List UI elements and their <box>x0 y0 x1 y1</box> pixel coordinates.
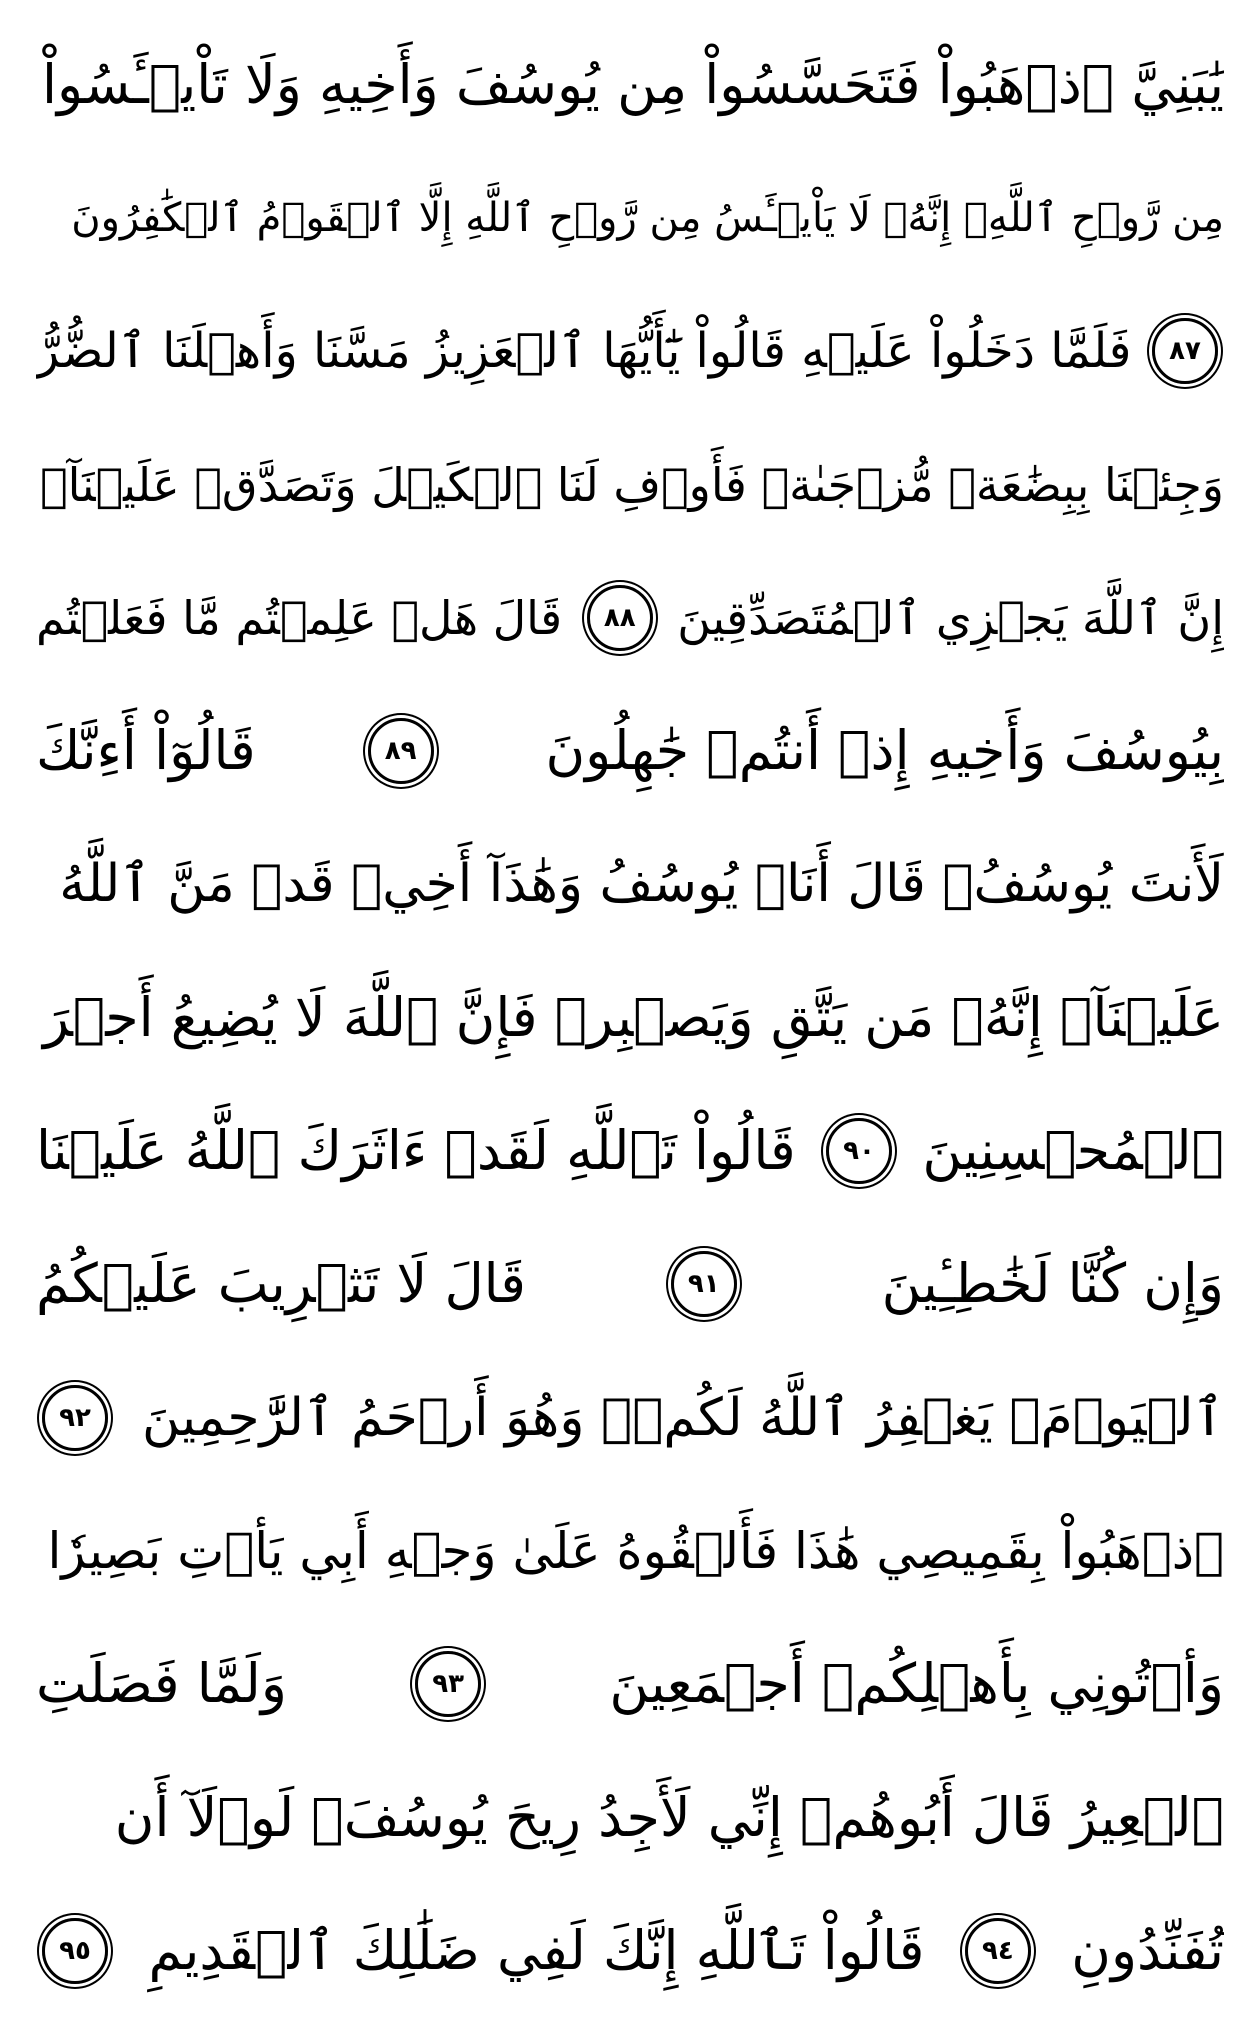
text-line <box>36 1351 1224 1484</box>
ayah-number-marker: ٩٣ <box>415 1651 481 1717</box>
verse-text: ٱلۡيَوۡمَۖ يَغۡفِرُ ٱللَّهُ لَكُمۡۖ وَهُوَ أَرۡحَمُ ٱلرَّٰحِمِينَ <box>142 1387 1224 1448</box>
verse-text: قَالَ لَا تَثۡرِيبَ عَلَيۡكُمُ <box>36 1252 526 1316</box>
verse-text: قَالُواْ تَٱللَّهِ لَقَدۡ ءَاثَرَكَ ٱللَّهُ عَلَيۡنَا <box>36 1119 796 1183</box>
text-line <box>36 285 1224 418</box>
ayah-number-marker: ٨٩ <box>368 718 434 784</box>
text-line <box>36 684 1224 817</box>
verse-text: يَٰبَنِيَّ ٱذۡهَبُواْ فَتَحَسَّسُواْ مِن يُوسُفَ وَأَخِيهِ وَلَا تَاْيۡـَٔسُواْ <box>41 52 1224 116</box>
text-line <box>36 951 1224 1084</box>
text-line <box>36 1751 1224 1884</box>
ayah-number-marker: ٩٠ <box>826 1118 892 1184</box>
verse-text: قَالُوٓاْ أَءِنَّكَ <box>36 719 256 783</box>
verse-text: قَالُواْ تَٱللَّهِ إِنَّكَ لَفِي ضَلَٰلِكَ ٱلۡقَدِيمِ <box>148 1918 925 1982</box>
text-line <box>36 551 1224 684</box>
verse-text: فَلَمَّا دَخَلُواْ عَلَيۡهِ قَالُواْ يَٰٓأَيُّهَا ٱلۡعَزِيزُ مَسَّنَا وَأَهۡلَنَا ٱلضُّرُّ <box>36 323 1132 380</box>
text-line <box>36 1084 1224 1217</box>
verse-text: وَلَمَّا فَصَلَتِ <box>36 1652 287 1716</box>
ayah-number-marker: ٨٧ <box>1152 318 1218 384</box>
text-line <box>36 418 1224 551</box>
ayah-number-marker: ٨٨ <box>587 585 653 651</box>
text-line <box>36 151 1224 284</box>
verse-text: وَإِن كُنَّا لَخَٰطِـِٔينَ <box>881 1252 1224 1316</box>
verse-text: عَلَيۡنَآۖ إِنَّهُۥ مَن يَتَّقِ وَيَصۡبِرۡ فَإِنَّ ٱللَّهَ لَا يُضِيعُ أَجۡرَ <box>43 985 1224 1049</box>
verse-text: وَأۡتُونِي بِأَهۡلِكُمۡ أَجۡمَعِينَ <box>609 1652 1224 1716</box>
verse-text: وَجِئۡنَا بِبِضَٰعَةٖ مُّزۡجَىٰةٖ فَأَوۡفِ لَنَا ٱلۡكَيۡلَ وَتَصَدَّقۡ عَلَيۡنَآۖ <box>39 457 1224 512</box>
verse-text: إِنَّ ٱللَّهَ يَجۡزِي ٱلۡمُتَصَدِّقِينَ <box>677 590 1224 645</box>
verse-text: مِن رَّوۡحِ ٱللَّهِۖ إِنَّهُۥ لَا يَاْيۡـَٔسُ مِن رَّوۡحِ ٱللَّهِ إِلَّا ٱلۡقَوۡمُ ٱلۡكَٰفِرُونَ <box>71 194 1224 241</box>
text-line <box>36 18 1224 151</box>
text-line <box>36 1884 1224 2017</box>
text-line <box>36 1484 1224 1617</box>
ayah-number-marker: ٩٥ <box>42 1918 108 1984</box>
verse-text: بِيُوسُفَ وَأَخِيهِ إِذۡ أَنتُمۡ جَٰهِلُونَ <box>545 719 1224 783</box>
mushaf-page <box>36 18 1224 2018</box>
verse-text: لَأَنتَ يُوسُفُۖ قَالَ أَنَا۠ يُوسُفُ وَهَٰذَآ أَخِيۖ قَدۡ مَنَّ ٱللَّهُ <box>59 854 1224 915</box>
text-line <box>36 1218 1224 1351</box>
ayah-number-marker: ٩١ <box>671 1251 737 1317</box>
verse-text: ٱلۡعِيرُ قَالَ أَبُوهُمۡ إِنِّي لَأَجِدُ رِيحَ يُوسُفَۖ لَوۡلَآ أَن <box>114 1785 1224 1849</box>
verse-text: ٱلۡمُحۡسِنِينَ <box>922 1119 1224 1183</box>
text-line <box>36 818 1224 951</box>
ayah-number-marker: ٩٢ <box>42 1385 108 1451</box>
text-line <box>36 1618 1224 1751</box>
verse-text: تُفَنِّدُونِ <box>1071 1918 1224 1982</box>
verse-text: قَالَ هَلۡ عَلِمۡتُم مَّا فَعَلۡتُم <box>36 590 563 645</box>
verse-text: ٱذۡهَبُواْ بِقَمِيصِي هَٰذَا فَأَلۡقُوهُ عَلَىٰ وَجۡهِ أَبِي يَأۡتِ بَصِيرٗا <box>47 1521 1224 1580</box>
ayah-number-marker: ٩٤ <box>965 1918 1031 1984</box>
